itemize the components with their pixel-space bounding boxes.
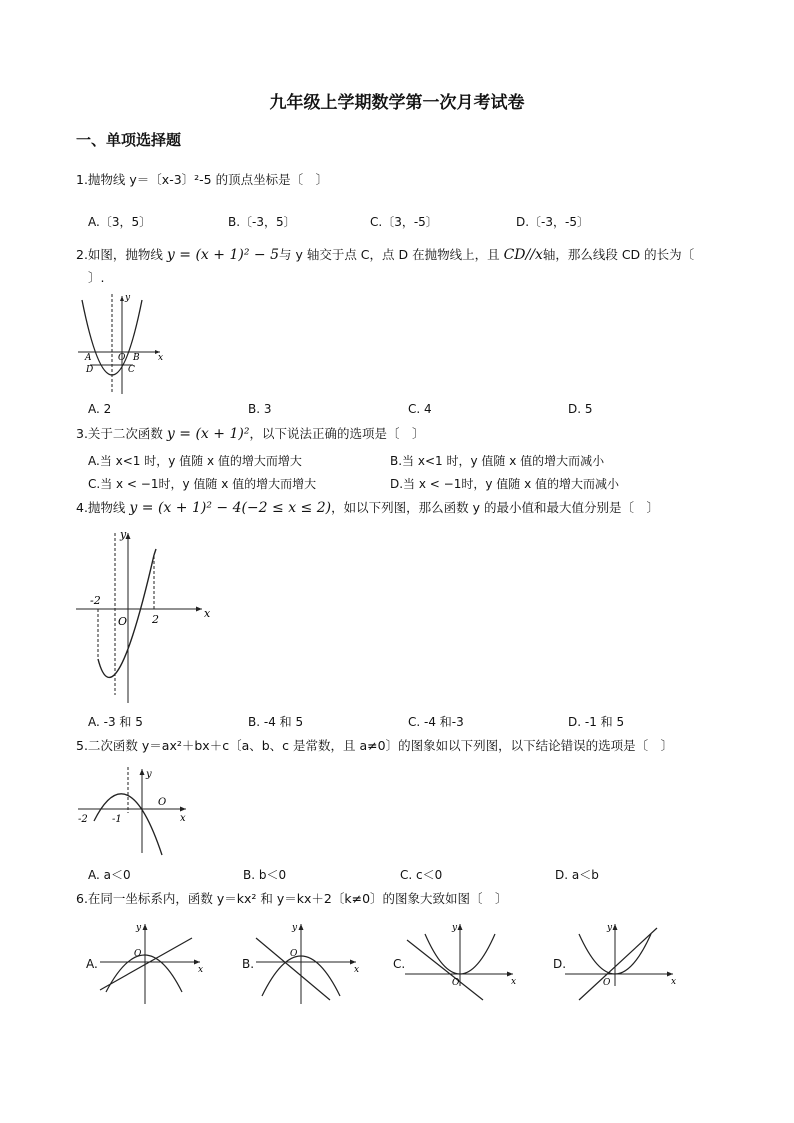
q5-graph <box>76 763 196 858</box>
q5-option-c: C. c＜0 <box>400 868 443 882</box>
question-4-text <box>76 500 659 516</box>
q2-option-d: D. 5 <box>568 402 593 416</box>
q2-label-o: O <box>118 353 126 363</box>
q2-prefix: 2.如图，抛物线 <box>76 247 163 262</box>
q2-label-x: x <box>158 353 164 363</box>
q2-label-c: C <box>128 365 135 375</box>
q6c-label-y: y <box>452 923 458 933</box>
q3-option-d: D.当 x < −1时，y 值随 x 值的增大而减小 <box>390 477 619 491</box>
q4-prefix: 4.抛物线 <box>76 500 126 515</box>
q2-graph <box>78 290 173 395</box>
q5-label-x: x <box>180 813 186 824</box>
q5-label-o: O <box>158 797 167 808</box>
q6a-label-o: O <box>134 949 142 959</box>
q4-option-b: B. -4 和 5 <box>248 715 304 729</box>
q4-formula: y = (x + 1)² − 4(−2 ≤ x ≤ 2) <box>129 500 332 516</box>
q6d-label-y: y <box>607 923 613 933</box>
q2-suffix: 轴，那么线段 CD 的长为〔 <box>542 247 695 262</box>
q6-option-a: A. <box>86 957 98 971</box>
q1-option-a: A.〔3，5〕 <box>88 215 152 229</box>
q6a-label-y: y <box>136 923 142 933</box>
q6d-label-x: x <box>671 977 677 987</box>
question-5-text: 5.二次函数 y＝ax²＋bx＋c〔a、b、c 是常数，且 a≠0〕的图象如以下列图，以下结论错误的选项是〔 〕 <box>76 738 674 753</box>
q5-option-b: B. b＜0 <box>243 868 287 882</box>
q6-option-b: B. <box>242 957 255 971</box>
q2-label-d: D <box>86 365 94 375</box>
question-6-text: 6.在同一坐标系内，函数 y＝kx² 和 y＝kx＋2〔k≠0〕的图象大致如图〔 〕 <box>76 891 508 906</box>
question-1-text: 1.抛物线 y＝〔x-3〕²-5 的顶点坐标是〔 〕 <box>76 172 329 187</box>
section-title: 一、单项选择题 <box>76 131 182 149</box>
q4-suffix: ，如以下列图，那么函数 y 的最小值和最大值分别是〔 〕 <box>331 500 659 515</box>
q3-option-b: B.当 x<1 时，y 值随 x 值的增大而减小 <box>390 454 605 468</box>
page-title: 九年级上学期数学第一次月考试卷 <box>269 93 525 113</box>
question-2-text-line2: 〕. <box>88 270 105 285</box>
q2-option-c: C. 4 <box>408 402 432 416</box>
q5-label-neg2: -2 <box>78 814 88 825</box>
q3-option-a: A.当 x<1 时，y 值随 x 值的增大而增大 <box>88 454 302 468</box>
q4-option-d: D. -1 和 5 <box>568 715 625 729</box>
q1-option-b: B.〔-3，5〕 <box>228 215 296 229</box>
q3-option-c: C.当 x < −1时，y 值随 x 值的增大而增大 <box>88 477 317 491</box>
q6c-label-x: x <box>511 977 517 987</box>
q1-option-d: D.〔-3，-5〕 <box>516 215 589 229</box>
q6b-label-o: O <box>290 949 298 959</box>
q6-graph-d <box>565 920 685 1005</box>
q4-label-neg2: -2 <box>90 594 101 607</box>
q6c-label-o: O <box>452 978 460 988</box>
q4-label-o: O <box>118 615 128 628</box>
q4-label-x: x <box>204 607 211 620</box>
q3-prefix: 3.关于二次函数 <box>76 426 163 441</box>
q4-graph <box>74 525 219 705</box>
q5-option-a: A. a＜0 <box>88 868 131 882</box>
q4-option-c: C. -4 和-3 <box>408 715 464 729</box>
q6a-label-x: x <box>198 965 204 975</box>
q6-graph-a <box>100 920 210 1005</box>
question-2-text <box>76 247 694 263</box>
q4-label-2: 2 <box>152 613 159 626</box>
q2-option-a: A. 2 <box>88 402 112 416</box>
q2-formula2: CD//x <box>503 247 543 263</box>
q2-option-b: B. 3 <box>248 402 272 416</box>
q1-option-c: C.〔3，-5〕 <box>370 215 438 229</box>
q2-label-y: y <box>125 293 131 303</box>
q2-formula: y = (x + 1)² − 5 <box>166 247 279 263</box>
q4-option-a: A. -3 和 5 <box>88 715 143 729</box>
q6-option-c: C. <box>393 957 406 971</box>
q5-label-y: y <box>146 769 152 780</box>
q3-suffix: ，以下说法正确的选项是〔 〕 <box>249 426 425 441</box>
q2-label-a: A <box>85 353 92 363</box>
q5-label-neg1: -1 <box>112 814 122 825</box>
q4-label-y: y <box>120 528 127 541</box>
q2-label-b: B <box>133 353 140 363</box>
q3-formula: y = (x + 1)² <box>166 426 250 442</box>
q2-mid: 与 y 轴交于点 C，点 D 在抛物线上，且 <box>278 247 500 262</box>
q6d-label-o: O <box>603 978 611 988</box>
q6-graph-c <box>405 920 525 1005</box>
q6-option-d: D. <box>553 957 567 971</box>
q6-graph-b <box>256 920 366 1005</box>
question-3-text <box>76 426 424 442</box>
q6b-label-y: y <box>292 923 298 933</box>
q5-option-d: D. a＜b <box>555 868 599 882</box>
q6b-label-x: x <box>354 965 360 975</box>
